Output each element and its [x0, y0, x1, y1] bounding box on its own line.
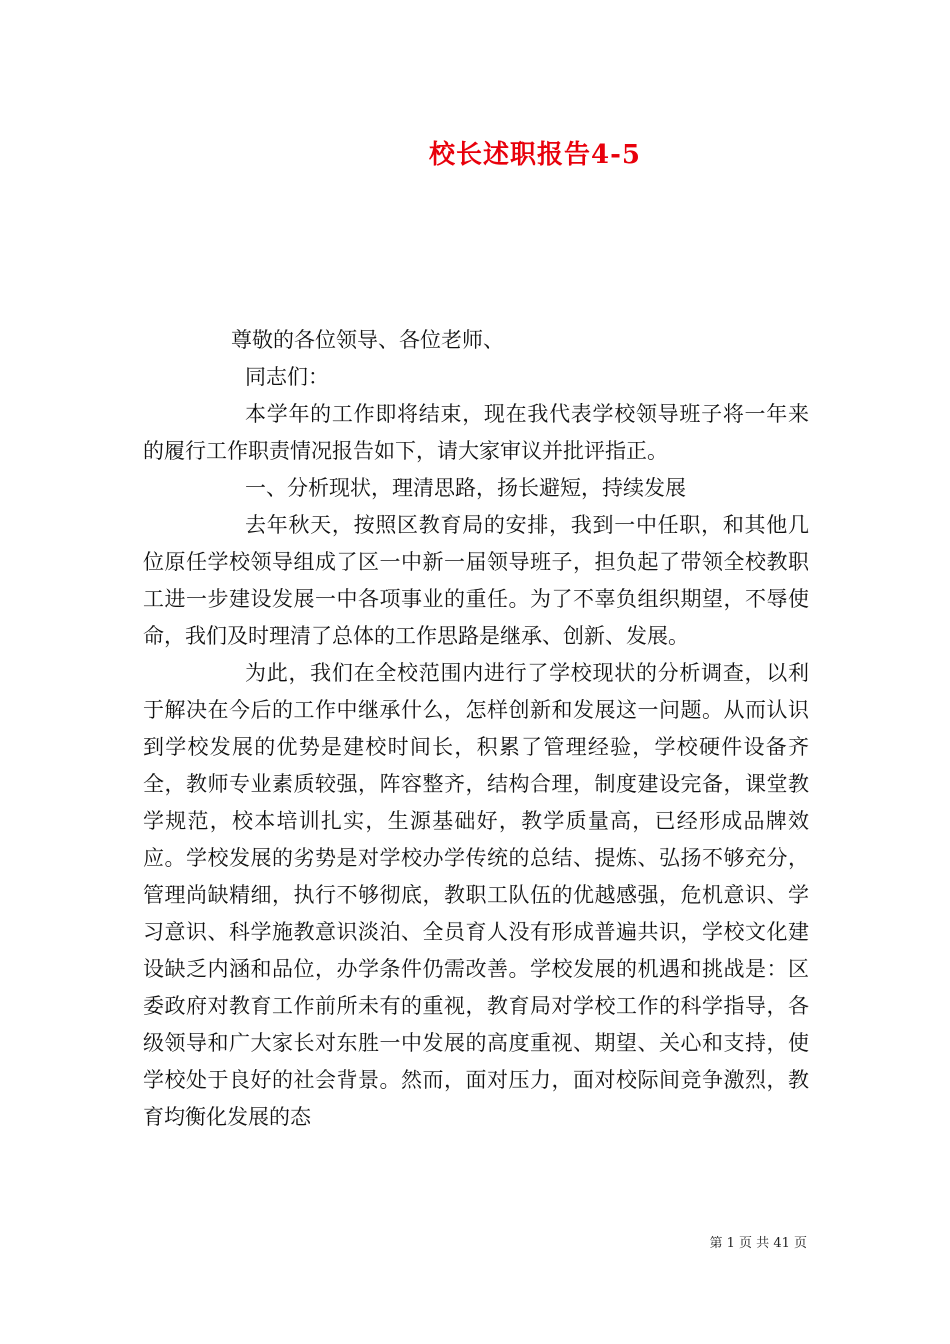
page-number: 第 1 页 共 41 页	[709, 1236, 807, 1251]
paragraph-analysis: 为此，我们在全校范围内进行了学校现状的分析调查，以利于解决在今后的工作中继承什么，怎样创新和发展这一问题。从而认识到学校发展的优势是建校时间长，积累了管理经验，学校硬件设备齐全，教师专业素质较强，阵容整齐，结构合理，制度建设完备，课堂教学规范，校本培训扎实，生源基础好，教学质量高，已经形成品牌效应。学校发展的劣势是对学校办学传统的总结、提炼、弘扬不够充分，管理尚缺精细，执行不够彻底，教职工队伍的优越感强，危机意识、学习意识、科学施教意识淡泊、全员育人没有形成普遍共识，学校文化建设缺乏内涵和品位，办学条件仍需改善。学校发展的机遇和挑战是：区委政府对教育工作前所未有的重视，教育局对学校工作的科学指导，各级领导和广大家长对东胜一中发展的高度重视、期望、关心和支持，使学校处于良好的社会背景。然而，面对压力，面对校际间竞争激烈，教育均衡化发展的态	[143, 661, 809, 1129]
salutation-line-2: 同志们：	[245, 365, 329, 389]
document-title: 校长述职报告4-5	[429, 140, 641, 170]
document-body	[143, 322, 809, 1136]
section-heading: 一、分析现状，理清思路，扬长避短，持续发展	[245, 476, 686, 500]
salutation-line-1: 尊敬的各位领导、各位老师、	[231, 328, 504, 352]
paragraph-background: 去年秋天，按照区教育局的安排，我到一中任职，和其他几位原任学校领导组成了区一中新一届领导班子，担负起了带领全校教职工进一步建设发展一中各项事业的重任。为了不辜负组织期望，不辱使命，我们及时理清了总体的工作思路是继承、创新、发展。	[143, 513, 809, 648]
paragraph-intro: 本学年的工作即将结束，现在我代表学校领导班子将一年来的履行工作职责情况报告如下，请大家审议并批评指正。	[143, 402, 809, 463]
